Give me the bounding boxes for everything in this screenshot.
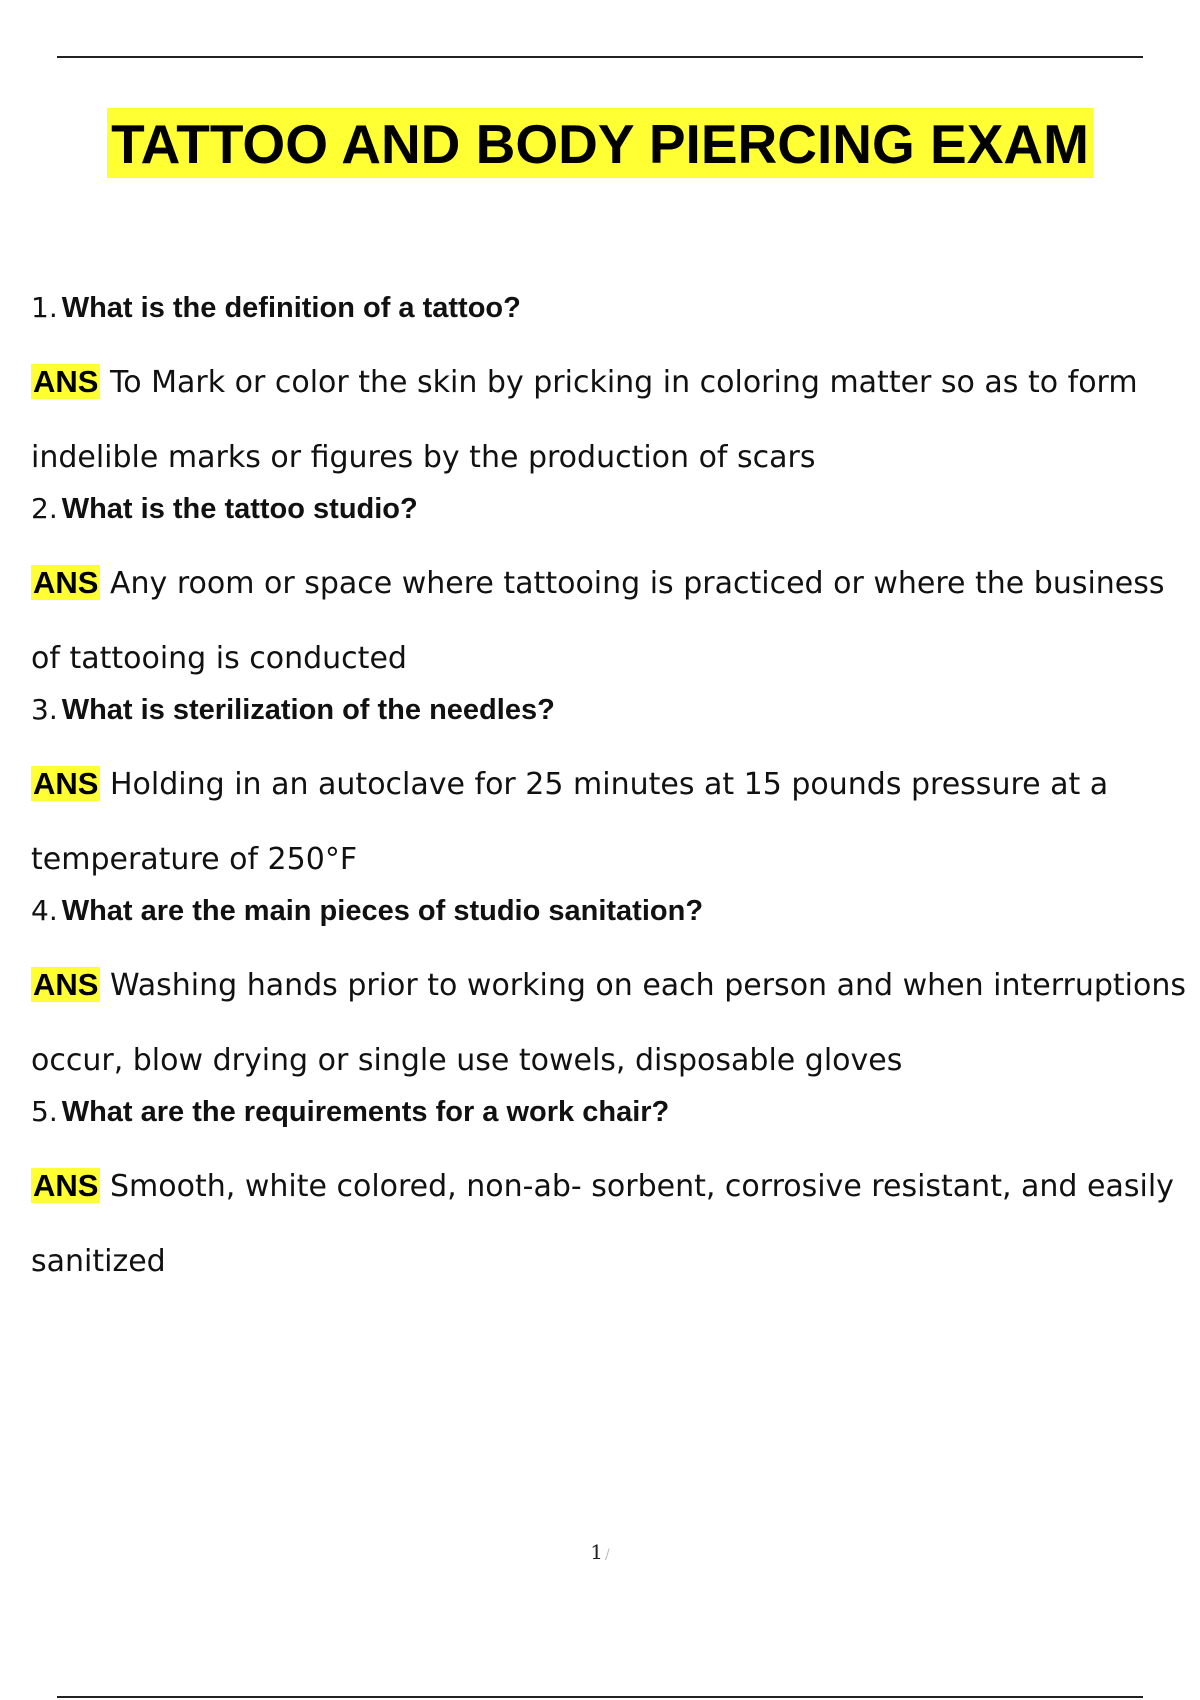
answer-text: Smooth, white colored, non-ab- sorbent, corrosive resistant, and easily sanitized (31, 1169, 1174, 1279)
question-4 (31, 889, 1191, 933)
ans-label: ANS (33, 766, 99, 801)
question-text: What is sterilization of the needles? (61, 694, 555, 726)
top-rule (57, 56, 1143, 58)
qa-item-2 (31, 487, 1191, 696)
document-title: TATTOO AND BODY PIERCING EXAM (107, 108, 1093, 178)
page-footer (0, 1540, 1200, 1564)
qa-item-5 (31, 1090, 1191, 1299)
answer-text: Holding in an autoclave for 25 minutes at 15 pounds pressure at a temperature of 250°F (31, 767, 1109, 877)
title-block (0, 108, 1200, 178)
ans-label: ANS (33, 967, 99, 1002)
answer-text: Washing hands prior to working on each person and when interruptions occur, blow drying or single use towels, disposable gloves (31, 968, 1186, 1078)
answer-text: Any room or space where tattooing is practiced or where the business of tattooing is conducted (31, 566, 1165, 676)
question-text: What is the tattoo studio? (61, 493, 418, 525)
answer-5 (31, 1148, 1191, 1299)
page-separator: / (605, 1547, 610, 1563)
question-3 (31, 688, 1191, 732)
question-5 (31, 1090, 1191, 1134)
question-list (31, 286, 1191, 1291)
page-number: 1 (590, 1540, 603, 1564)
question-number: 5. (31, 1095, 58, 1128)
answer-1 (31, 344, 1191, 495)
question-text: What are the main pieces of studio sanitation? (61, 895, 704, 927)
answer-3 (31, 746, 1191, 897)
ans-label: ANS (33, 1168, 99, 1203)
question-number: 1. (31, 291, 58, 324)
question-text: What is the definition of a tattoo? (61, 292, 521, 324)
question-1 (31, 286, 1191, 330)
bottom-rule (57, 1696, 1143, 1698)
ans-label: ANS (33, 364, 99, 399)
question-text: What are the requirements for a work chair? (61, 1096, 670, 1128)
ans-label: ANS (33, 565, 99, 600)
question-number: 3. (31, 693, 58, 726)
qa-item-3 (31, 688, 1191, 897)
question-number: 4. (31, 894, 58, 927)
answer-2 (31, 545, 1191, 696)
qa-item-4 (31, 889, 1191, 1098)
qa-item-1 (31, 286, 1191, 495)
question-number: 2. (31, 492, 58, 525)
answer-text: To Mark or color the skin by pricking in coloring matter so as to form indelible marks or figures by the production of scars (31, 365, 1138, 475)
answer-4 (31, 947, 1191, 1098)
